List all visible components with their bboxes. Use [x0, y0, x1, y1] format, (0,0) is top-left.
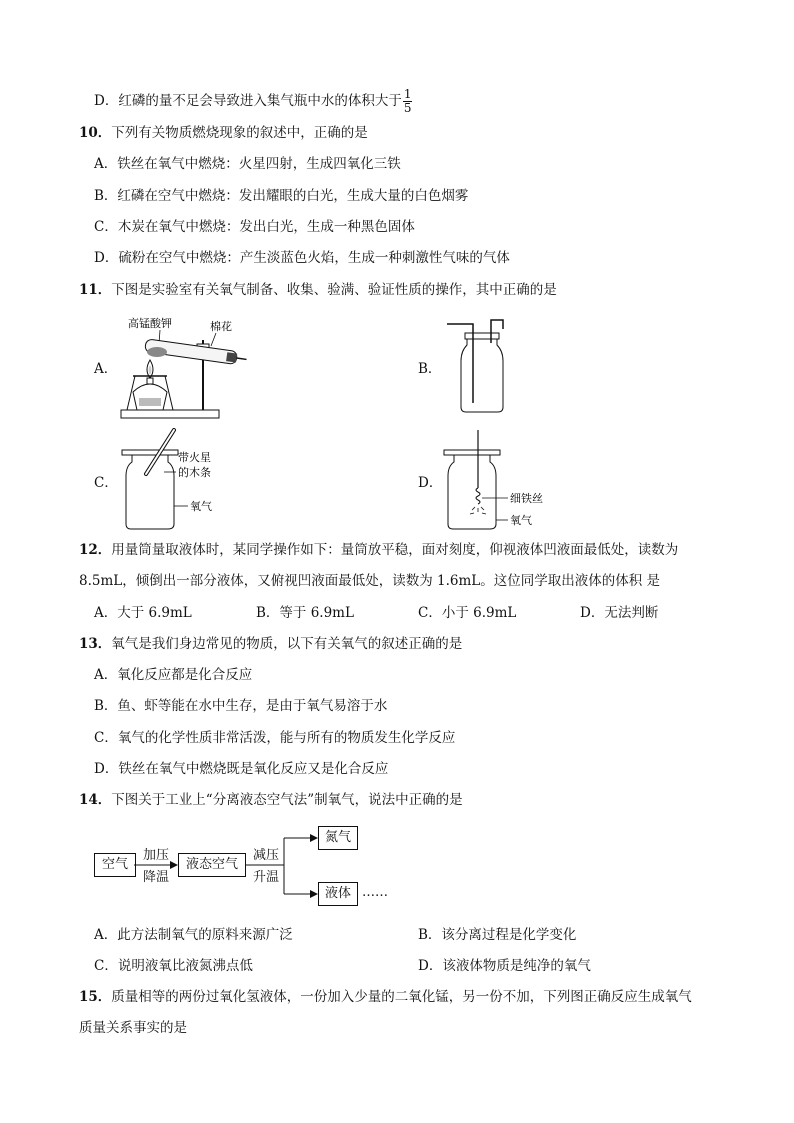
question-number: 10． [79, 125, 112, 141]
q11-stem [79, 281, 557, 299]
figure-c-splint-label-1: 带火星 [178, 451, 211, 464]
q9-option-d-text: D．红磷的量不足会导致进入集气瓶中水的体积大于 [94, 93, 402, 109]
q13-option-c: C．氧气的化学性质非常活泼，能与所有的物质发生化学反应 [94, 730, 456, 746]
figure-c-oxygen-label: 氧气 [190, 500, 212, 513]
flow-box-air: 空气 [94, 853, 136, 877]
question-number: 11． [79, 282, 112, 298]
q11-label-c: C． [94, 475, 118, 491]
q10-option-d: D．硫粉在空气中燃烧：产生淡蓝色火焰，生成一种刺激性气味的气体 [94, 250, 510, 266]
figure-b-apparatus [443, 315, 523, 415]
fraction-denominator: 5 [403, 101, 412, 115]
q12-line1 [79, 541, 678, 559]
question-text: 下图关于工业上“分离液态空气法”制氧气，说法中正确的是 [111, 792, 463, 808]
question-text: 氧气是我们身边常见的物质，以下有关氧气的叙述正确的是 [111, 636, 463, 652]
q14-option-a: A．此方法制氧气的原料来源广泛 [94, 927, 293, 943]
q15-line2: 质量关系事实的是 [79, 1020, 187, 1036]
flow-ellipsis: …… [362, 885, 388, 900]
fraction [403, 88, 413, 115]
figure-a-reagent-label: 高锰酸钾 [128, 317, 172, 330]
flow-box-liquid: 液体 [318, 882, 358, 906]
q13-option-b: B．鱼、虾等能在水中生存，是由于氧气易溶于水 [94, 698, 388, 714]
figure-d-apparatus [442, 428, 562, 532]
fraction-numerator: 1 [403, 87, 412, 101]
q11-label-d: D． [418, 475, 443, 491]
figure-a-apparatus [115, 312, 255, 424]
q14-option-b: B．该分离过程是化学变化 [418, 927, 577, 943]
flow-step2-bottom: 升温 [253, 870, 280, 885]
flow-box-liquid-air: 液态空气 [178, 853, 246, 877]
q10-stem [79, 124, 368, 142]
question-number: 14． [79, 792, 112, 808]
figure-c-apparatus [118, 428, 258, 532]
q10-option-b: B．红磷在空气中燃烧：发出耀眼的白光，生成大量的白色烟雾 [94, 188, 469, 204]
question-text: 用量筒量取液体时，某同学操作如下：量筒放平稳，面对刻度，仰视液体凹液面最低处，读数为 [111, 542, 679, 558]
q11-label-a: A． [94, 361, 118, 377]
flow-step2-top: 减压 [253, 848, 280, 863]
q9-option-d [94, 88, 412, 115]
q12-option-a: A．大于 6.9mL [94, 605, 192, 621]
q13-stem [79, 635, 462, 653]
q12-option-b: B．等于 6.9mL [256, 605, 354, 621]
question-text: 质量相等的两份过氧化氢液体，一份加入少量的二氧化锰，另一份不加，下列图正确反应生成氧气 [111, 989, 692, 1005]
figure-d-wire-label: 细铁丝 [510, 492, 543, 505]
q15-line1 [79, 988, 692, 1006]
q10-option-a: A．铁丝在氧气中燃烧：火星四射，生成四氧化三铁 [94, 156, 401, 172]
q10-option-c: C．木炭在氧气中燃烧：发出白光，生成一种黑色固体 [94, 219, 415, 235]
q12-option-c: C．小于 6.9mL [418, 605, 517, 621]
question-number: 13． [79, 636, 112, 652]
question-number: 15． [79, 989, 112, 1005]
flow-arrows [134, 826, 320, 910]
question-text: 下列有关物质燃烧现象的叙述中，正确的是 [111, 125, 368, 141]
figure-d-oxygen-label: 氧气 [510, 514, 532, 527]
q12-option-d: D．无法判断 [580, 605, 659, 621]
q11-label-b: B． [418, 361, 442, 377]
figure-a-cotton-label: 棉花 [210, 320, 232, 333]
flow-box-nitrogen: 氮气 [318, 826, 358, 850]
flow-step1-top: 加压 [143, 848, 170, 863]
question-text: 下图是实验室有关氧气制备、收集、验满、验证性质的操作，其中正确的是 [111, 282, 557, 298]
figure-c-splint-label-2: 的木条 [178, 466, 211, 479]
q14-option-d: D．该液体物质是纯净的氧气 [418, 958, 591, 974]
q12-line2: 8.5mL，倾倒出一部分液体，又俯视凹液面最低处，读数为 1.6mL。这位同学取出液体的体积 是 [79, 573, 661, 589]
q13-option-a: A．氧化反应都是化合反应 [94, 667, 253, 683]
flow-step1-bottom: 降温 [143, 870, 170, 885]
q13-option-d: D．铁丝在氧气中燃烧既是氧化反应又是化合反应 [94, 761, 389, 777]
q14-stem [79, 791, 463, 809]
q14-option-c: C．说明液氧比液氮沸点低 [94, 958, 253, 974]
question-number: 12． [79, 542, 112, 558]
